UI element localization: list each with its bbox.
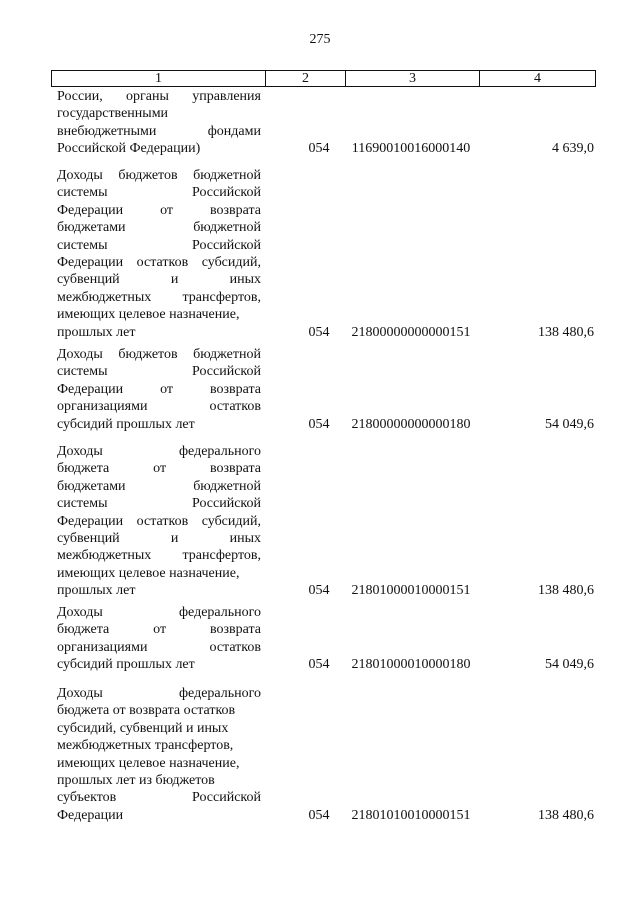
kbk-code: 21800000000000151 xyxy=(351,324,471,340)
description-line xyxy=(57,789,261,806)
description-line xyxy=(57,656,261,673)
description-word: прошлых лет из бюджетов xyxy=(57,772,215,788)
row-description xyxy=(57,443,261,600)
description-word: субвенций xyxy=(57,272,120,288)
row-description xyxy=(57,604,261,674)
table-row xyxy=(57,346,594,433)
kbk-code: 21801000010000151 xyxy=(351,583,471,599)
header-col-1: 1 xyxy=(155,71,162,86)
description-word: федерального xyxy=(178,444,261,459)
description-word: Доходы xyxy=(57,605,103,620)
description-line xyxy=(57,306,261,323)
description-word: остатков xyxy=(136,513,189,529)
row-description xyxy=(57,167,261,341)
amount: 138 480,6 xyxy=(538,324,594,340)
description-word: системы xyxy=(57,496,108,512)
description-word: иных xyxy=(229,530,261,546)
description-word: субсидий, xyxy=(201,513,261,529)
description-word: и xyxy=(170,530,179,546)
kbk-code: 21801000010000180 xyxy=(351,657,471,673)
admin-code: 054 xyxy=(308,583,330,599)
description-line xyxy=(57,460,261,477)
description-line xyxy=(57,513,261,530)
description-word: субсидий прошлых лет xyxy=(57,657,195,673)
description-line xyxy=(57,530,261,547)
description-word: остатков xyxy=(136,254,189,270)
description-word: остатков xyxy=(209,399,261,415)
description-word: бюджетами xyxy=(57,478,126,494)
description-word: Федерации xyxy=(57,807,124,823)
admin-code: 054 xyxy=(308,324,330,340)
description-word: субвенций xyxy=(57,530,120,546)
description-word: федерального xyxy=(178,605,261,620)
description-word: от xyxy=(153,461,167,477)
description-word: возврата xyxy=(209,461,261,477)
table-row xyxy=(57,685,594,824)
description-line xyxy=(57,416,261,433)
page-number: 275 xyxy=(309,32,331,47)
amount: 54 049,6 xyxy=(545,416,594,432)
description-line xyxy=(57,140,261,157)
description-word: межбюджетных xyxy=(57,548,152,564)
description-line xyxy=(57,772,261,789)
kbk-code: 21801010010000151 xyxy=(351,807,471,823)
description-word: Российской Федерации) xyxy=(57,141,201,157)
description-word: от xyxy=(160,202,174,218)
kbk-code: 11690010016000140 xyxy=(351,141,471,157)
description-word: Доходы xyxy=(57,168,103,183)
description-line xyxy=(57,582,261,599)
description-word: бюджетной xyxy=(193,478,261,494)
description-line xyxy=(57,271,261,288)
description-word: Доходы xyxy=(57,686,103,701)
description-line xyxy=(57,807,261,824)
description-word: фондами xyxy=(207,123,261,139)
description-word: управления xyxy=(192,89,261,104)
description-line xyxy=(57,346,261,363)
header-col-3: 3 xyxy=(345,71,479,86)
admin-code: 054 xyxy=(308,807,330,823)
description-line xyxy=(57,254,261,271)
description-line xyxy=(57,167,261,184)
description-word: трансфертов, xyxy=(182,548,261,564)
description-line xyxy=(57,720,261,737)
kbk-code: 21800000000000180 xyxy=(351,416,471,432)
description-word: прошлых лет xyxy=(57,583,136,599)
description-line xyxy=(57,289,261,306)
description-word: межбюджетных трансфертов, xyxy=(57,738,234,754)
description-line xyxy=(57,639,261,656)
description-line xyxy=(57,202,261,219)
description-word: Федерации xyxy=(57,513,124,529)
description-word: Российской xyxy=(192,790,261,806)
description-word: Российской xyxy=(192,185,261,201)
description-word: имеющих целевое назначение, xyxy=(57,307,240,323)
description-line xyxy=(57,381,261,398)
description-word: возврата xyxy=(209,202,261,218)
description-word: субсидий, xyxy=(201,254,261,270)
description-word: бюджетной xyxy=(193,168,261,183)
description-line xyxy=(57,184,261,201)
description-line xyxy=(57,88,261,105)
description-line xyxy=(57,105,261,122)
table-row xyxy=(57,167,594,341)
description-word: бюджетами xyxy=(57,220,126,236)
description-word: государственными xyxy=(57,106,169,122)
description-line xyxy=(57,565,261,582)
description-word: бюджетной xyxy=(193,220,261,236)
description-line xyxy=(57,443,261,460)
row-description xyxy=(57,685,261,824)
description-line xyxy=(57,324,261,341)
description-word: Федерации xyxy=(57,202,124,218)
description-word: бюджетов xyxy=(118,347,178,362)
description-word: России, xyxy=(57,89,103,104)
description-word: Доходы xyxy=(57,347,103,362)
description-word: внебюджетными xyxy=(57,123,157,139)
description-word: субсидий, субвенций и иных xyxy=(57,720,229,736)
amount: 138 480,6 xyxy=(538,583,594,599)
table-row xyxy=(57,443,594,600)
description-word: Российской xyxy=(192,237,261,253)
amount: 4 639,0 xyxy=(552,141,594,157)
description-word: субъектов xyxy=(57,790,117,806)
description-line xyxy=(57,621,261,638)
admin-code: 054 xyxy=(308,416,330,432)
description-line xyxy=(57,755,261,772)
row-description xyxy=(57,88,261,158)
description-word: остатков xyxy=(209,639,261,655)
table-header xyxy=(51,70,596,87)
header-col-4: 4 xyxy=(479,71,595,86)
description-word: бюджета xyxy=(57,461,110,477)
description-word: органы xyxy=(126,89,169,104)
description-line xyxy=(57,604,261,621)
description-word: прошлых лет xyxy=(57,324,136,340)
description-word: системы xyxy=(57,364,108,380)
description-line xyxy=(57,363,261,380)
description-word: Федерации xyxy=(57,254,124,270)
description-word: федерального xyxy=(178,686,261,701)
description-word: возврата xyxy=(209,381,261,397)
description-line xyxy=(57,702,261,719)
description-word: бюджета xyxy=(57,622,110,638)
description-word: Доходы xyxy=(57,444,103,459)
amount: 54 049,6 xyxy=(545,657,594,673)
description-line xyxy=(57,237,261,254)
description-word: трансфертов, xyxy=(182,289,261,305)
description-line xyxy=(57,398,261,415)
description-word: Российской xyxy=(192,496,261,512)
description-line xyxy=(57,685,261,702)
description-word: организациями xyxy=(57,639,148,655)
amount: 138 480,6 xyxy=(538,807,594,823)
table-row xyxy=(57,604,594,674)
description-word: бюджетной xyxy=(193,347,261,362)
description-word: системы xyxy=(57,185,108,201)
description-line xyxy=(57,547,261,564)
admin-code: 054 xyxy=(308,141,330,157)
description-word: возврата xyxy=(209,622,261,638)
description-word: от xyxy=(153,622,167,638)
table-row xyxy=(57,88,594,158)
description-line xyxy=(57,478,261,495)
description-word: Федерации xyxy=(57,381,124,397)
description-word: бюджетов xyxy=(118,168,178,183)
description-line xyxy=(57,123,261,140)
admin-code: 054 xyxy=(308,657,330,673)
description-word: и xyxy=(170,272,179,288)
description-line xyxy=(57,737,261,754)
description-line xyxy=(57,495,261,512)
description-word: имеющих целевое назначение, xyxy=(57,755,240,771)
description-word: субсидий прошлых лет xyxy=(57,416,195,432)
row-description xyxy=(57,346,261,433)
description-word: иных xyxy=(229,272,261,288)
description-word: от xyxy=(160,381,174,397)
description-line xyxy=(57,219,261,236)
header-col-2: 2 xyxy=(265,71,345,86)
description-word: бюджета от возврата остатков xyxy=(57,703,236,719)
description-word: межбюджетных xyxy=(57,289,152,305)
description-word: имеющих целевое назначение, xyxy=(57,565,240,581)
description-word: Российской xyxy=(192,364,261,380)
description-word: организациями xyxy=(57,399,148,415)
description-word: системы xyxy=(57,237,108,253)
